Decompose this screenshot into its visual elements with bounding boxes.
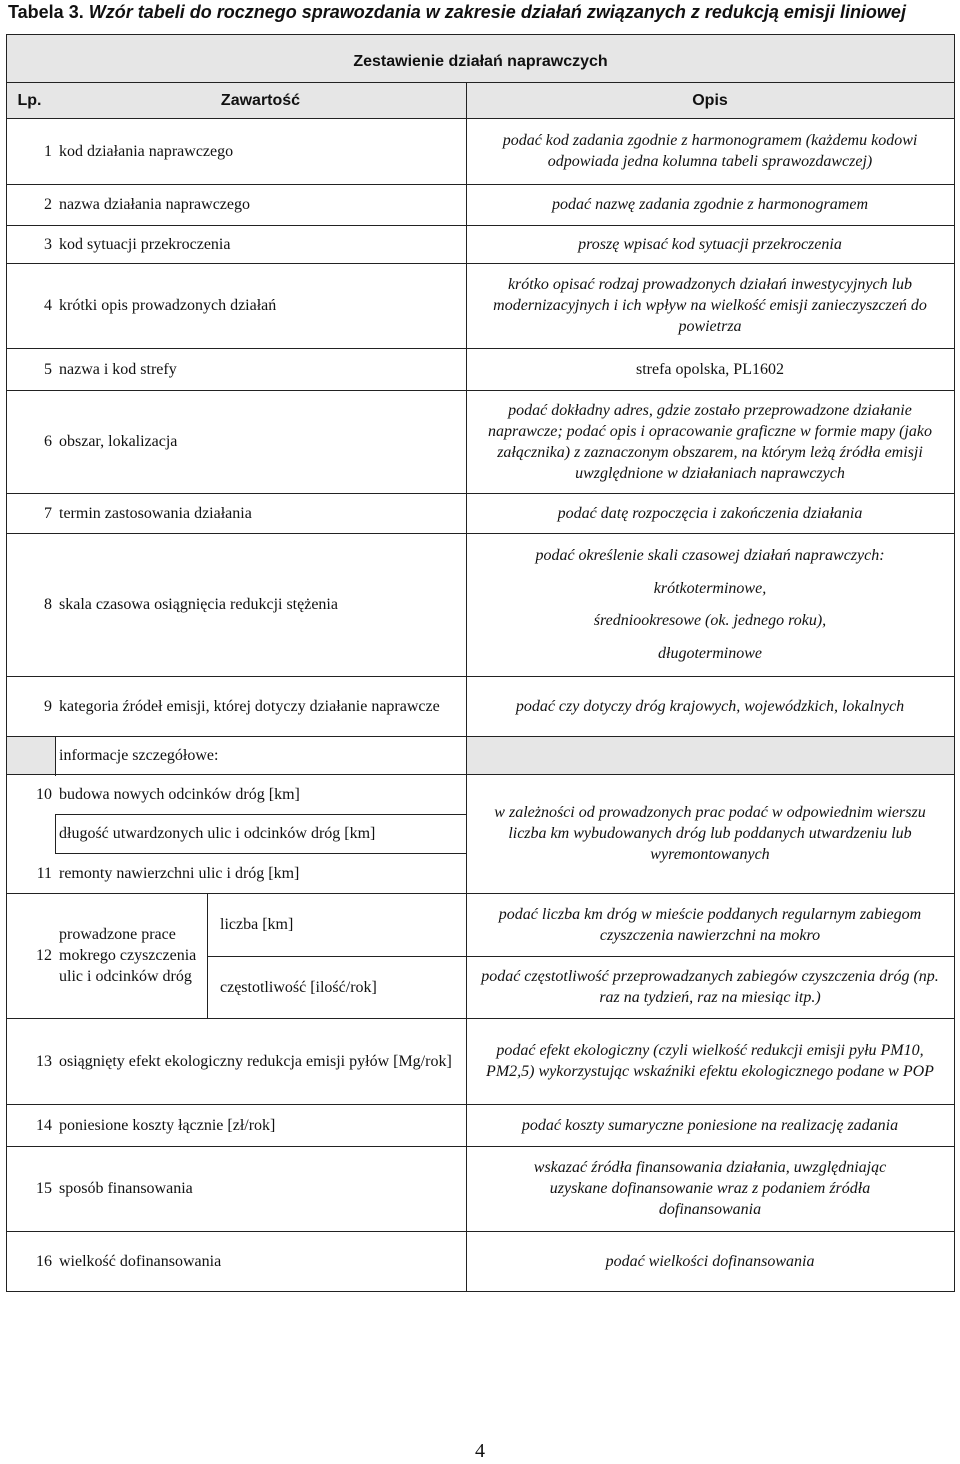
timescale-intro: podać określenie skali czasowej działań naprawczych:: [535, 546, 885, 564]
details-desc-cell: [466, 736, 954, 774]
row-description: podać dokładny adres, gdzie zostało przeprowadzone działanie naprawcze; podać opis i opracowanie graficzne w formie mapy (jako załącznika) z zaznaczonym obszarem, na którym leżą źródła emisji uwzględnione w działaniach naprawczych: [488, 401, 932, 482]
row-label: kod sytuacji przekroczenia: [59, 235, 231, 253]
row-divider: [7, 82, 954, 83]
row-number: 2: [44, 196, 52, 213]
row-description: podać nazwę zadania zgodnie z harmonogramem: [552, 196, 868, 213]
row-description: podać koszty sumaryczne poniesione na realizację zadania: [521, 1116, 899, 1134]
row-label: kod działania naprawczego: [59, 142, 234, 160]
row-label: nazwa działania naprawczego: [59, 196, 250, 213]
row-divider: [7, 263, 954, 264]
row-label: sposób finansowania: [59, 1180, 193, 1197]
row-divider: [7, 736, 954, 737]
row-description: strefa opolska, PL1602: [636, 360, 784, 378]
row-number: 9: [44, 697, 52, 715]
row-description: podać datę rozpoczęcia i zakończenia działania: [557, 504, 863, 522]
row-label: długość utwardzonych ulic i odcinków dróg [km]: [59, 825, 376, 842]
header-content: Zawartość: [55, 82, 466, 118]
row-divider: [7, 1104, 954, 1105]
row-sublabel: liczba [km]: [220, 916, 294, 933]
row-divider: [7, 774, 954, 775]
row-description: podać czy dotyczy dróg krajowych, wojewódzkich, lokalnych: [515, 697, 905, 715]
row-number: 8: [44, 596, 52, 613]
row-description: krótko opisać rodzaj prowadzonych działań inwestycyjnych lub modernizacyjnych i ich wpływ na wielkość emisji zanieczyszczeń do powietrza: [493, 276, 927, 335]
row-label: poniesione koszty łącznie [zł/rok]: [59, 1116, 276, 1134]
row-divider: [7, 225, 954, 226]
row-divider: [7, 893, 954, 894]
roads-description: [466, 774, 954, 893]
row-number: 15: [36, 1180, 52, 1197]
row-number: 12: [36, 947, 52, 964]
row-number: 3: [44, 235, 52, 253]
row-label: osiągnięty efekt ekologiczny redukcja emisji pyłów [Mg/rok]: [59, 1052, 452, 1070]
row-divider: [55, 814, 466, 815]
row-label: termin zastosowania działania: [59, 504, 252, 522]
row-divider: [7, 533, 954, 534]
row-description: wskazać źródła finansowania działania, uwzględniając uzyskane dofinansowanie wraz z podaniem źródła dofinansowania: [533, 1159, 887, 1218]
row-description: podać liczba km dróg w mieście poddanych regularnym zabiegom czyszczenia nawierzchni na mokro: [498, 905, 922, 944]
caption-label: Tabela 3.: [8, 2, 84, 22]
row-label: kategoria źródeł emisji, której dotyczy działanie naprawcze: [59, 697, 440, 715]
row-description: podać kod zadania zgodnie z harmonogramem (każdemu kodowi odpowiada jedna kolumna tabeli sprawozdawczej): [502, 132, 918, 170]
details-header: informacje szczegółowe:: [59, 746, 219, 764]
row-divider: [7, 1231, 954, 1232]
row-label: remonty nawierzchni ulic i dróg [km]: [59, 864, 300, 882]
timescale-medium: średniookresowe (ok. jednego roku),: [593, 612, 827, 630]
row-label: nazwa i kod strefy: [59, 360, 177, 378]
row-number: 6: [44, 433, 52, 450]
row-number: 4: [44, 297, 52, 314]
row-divider: [7, 493, 954, 494]
page-number: 4: [475, 1440, 485, 1462]
row-divider: [7, 118, 954, 119]
details-number-cell: [7, 736, 55, 774]
row-label: skala czasowa osiągnięcia redukcji stężenia: [59, 596, 338, 613]
row-divider: [7, 1146, 954, 1147]
row-divider: [7, 184, 954, 185]
row-divider: [7, 676, 954, 677]
row-label: obszar, lokalizacja: [59, 433, 178, 450]
row-number: 13: [36, 1052, 52, 1070]
row-number: 11: [36, 864, 52, 882]
timescale-options: [466, 533, 954, 676]
column-divider: [55, 736, 56, 776]
row-label: budowa nowych odcinków dróg [km]: [59, 785, 300, 803]
row-number: 5: [44, 360, 52, 378]
row-divider: [55, 853, 466, 854]
row-sublabel: częstotliwość [ilość/rok]: [220, 978, 377, 996]
row-divider: [7, 348, 954, 349]
table-title: Zestawienie działań naprawczych: [7, 35, 954, 82]
row-divider: [207, 956, 954, 957]
header-lp: Lp.: [7, 82, 55, 118]
row-number: 16: [36, 1252, 52, 1270]
row-label: prowadzone prace mokrego czyszczenia ulic i odcinków dróg: [59, 926, 197, 985]
row-description: podać wielkości dofinansowania: [605, 1252, 815, 1270]
row-number: 7: [44, 504, 52, 522]
roads-description-text: w zależności od prowadzonych prac podać w odpowiednim wierszu liczba km wybudowanych dróg lub poddanych utwardzeniu lub wyremontowanych: [494, 804, 926, 863]
timescale-long: długoterminowe: [658, 645, 762, 663]
row-description: proszę wpisać kod sytuacji przekroczenia: [578, 235, 842, 253]
row-number: 10: [36, 785, 52, 803]
row-divider: [7, 390, 954, 391]
table-caption: [8, 2, 906, 23]
caption-title: Wzór tabeli do rocznego sprawozdania w zakresie działań związanych z redukcją emisji liniowej: [88, 2, 906, 22]
row-label: wielkość dofinansowania: [59, 1252, 222, 1270]
row-divider: [7, 1018, 954, 1019]
timescale-short: krótkoterminowe,: [653, 579, 767, 597]
report-table: [6, 34, 955, 1292]
row-description: podać częstotliwość przeprowadzanych zabiegów czyszczenia dróg (np. raz na tydzień, raz na miesiąc itp.): [481, 968, 939, 1006]
row-description: podać efekt ekologiczny (czyli wielkość redukcji emisji pyłu PM10, PM2,5) wykorzystując wskaźniki efektu ekologicznego podane w POP: [486, 1042, 934, 1080]
header-desc: Opis: [466, 82, 954, 118]
column-divider: [55, 814, 56, 854]
row-number: 1: [44, 142, 52, 160]
row-label: krótki opis prowadzonych działań: [59, 297, 277, 314]
row-number: 14: [36, 1116, 52, 1134]
